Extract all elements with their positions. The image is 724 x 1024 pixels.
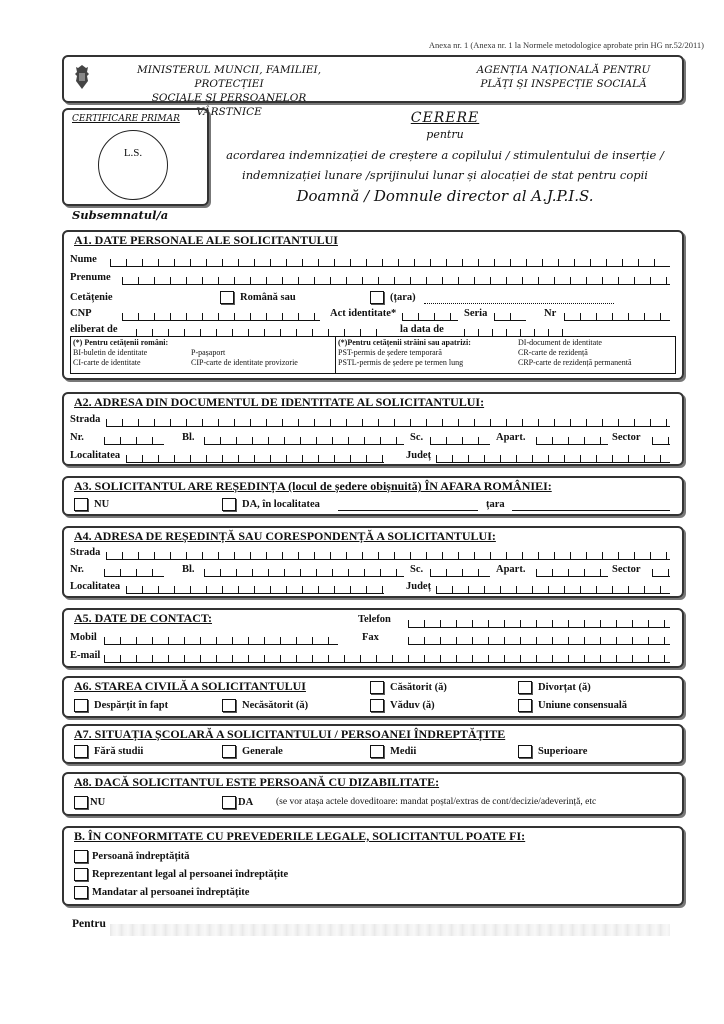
request-line-1: acordarea indemnizației de creștere a copilului / stimulentului de inserție / <box>226 148 664 162</box>
section-a2-title: A2. ADRESA DIN DOCUMENTUL DE IDENTITATE AL SOLICITANTULUI: <box>74 395 485 409</box>
note-ci: CI-carte de identitate <box>73 358 141 367</box>
a2-bl-field[interactable] <box>204 435 404 445</box>
tara-label: (țara) <box>390 292 416 303</box>
vaduv-label: Văduv (ă) <box>390 700 435 711</box>
a4-strada-field[interactable] <box>106 550 670 560</box>
a2-judet-field[interactable] <box>436 453 670 463</box>
act-label: Act identitate* <box>330 308 397 319</box>
request-line-2: indemnizației lunare /sprijinului lunar și alocației de stat pentru copii <box>242 168 648 182</box>
a2-nr-field[interactable] <box>104 435 164 445</box>
divortat-label: Divorțat (ă) <box>538 682 591 693</box>
medii-checkbox[interactable] <box>370 745 384 758</box>
section-a7-title: A7. SITUAȚIA ȘCOLARĂ A SOLICITANTULUI / PERSOANEI ÎNDREPTĂȚITE <box>74 727 506 741</box>
section-a3 <box>62 476 684 516</box>
cnp-label: CNP <box>70 308 92 319</box>
a4-nr-label: Nr. <box>70 564 84 575</box>
a4-nr-field[interactable] <box>104 567 164 577</box>
mandatar-label: Mandatar al persoanei îndreptățite <box>92 887 250 898</box>
nume-field[interactable] <box>110 257 670 267</box>
generale-checkbox[interactable] <box>222 745 236 758</box>
stamp-label: L.S. <box>123 147 143 159</box>
note-foreign-title: (*)Pentru cetățenii străini sau apatrizi: <box>338 338 471 347</box>
a2-apart-label: Apart. <box>496 432 526 443</box>
salutation: Doamnă / Domnule director al A.J.P.I.S. <box>296 187 594 205</box>
certification-box <box>62 108 209 206</box>
section-b <box>62 826 684 906</box>
a2-apart-field[interactable] <box>536 435 608 445</box>
note-cip: CIP-carte de identitate provizorie <box>191 358 298 367</box>
a4-sc-label: Sc. <box>410 564 424 575</box>
section-a1 <box>62 230 684 380</box>
superioare-checkbox[interactable] <box>518 745 532 758</box>
cetatenie-label: Cetățenie <box>70 292 113 303</box>
uniune-checkbox[interactable] <box>518 699 532 712</box>
divortat-checkbox[interactable] <box>518 681 532 694</box>
romana-label: Română sau <box>240 292 296 303</box>
a2-localitatea-label: Localitatea <box>70 450 121 461</box>
nume-label: Nume <box>70 254 97 265</box>
a4-bl-field[interactable] <box>204 567 404 577</box>
a4-strada-label: Strada <box>70 547 101 558</box>
necasatorit-label: Necăsătorit (ă) <box>242 700 309 711</box>
note-crp: CRP-carte de rezidență permanentă <box>518 358 632 367</box>
cnp-field[interactable] <box>122 311 320 321</box>
dizabilitate-nu-label: NU <box>90 797 106 808</box>
section-a8-title: A8. DACĂ SOLICITANTUL ESTE PERSOANĂ CU DIZABILITATE: <box>74 775 440 789</box>
a4-localitatea-label: Localitatea <box>70 581 121 592</box>
note-pst: PST-permis de ședere temporară <box>338 348 442 357</box>
email-field[interactable] <box>104 653 670 663</box>
a2-judet-label: Județ <box>406 450 432 461</box>
nr-field[interactable] <box>564 311 670 321</box>
vaduv-checkbox[interactable] <box>370 699 384 712</box>
a2-strada-field[interactable] <box>106 417 670 427</box>
medii-label: Medii <box>390 746 417 757</box>
fax-field[interactable] <box>408 635 670 645</box>
fara-studii-label: Fără studii <box>94 746 144 757</box>
persoana-indreptatita-checkbox[interactable] <box>74 850 88 863</box>
coat-of-arms-icon <box>72 63 92 91</box>
a4-apart-field[interactable] <box>536 567 608 577</box>
dizabilitate-da-checkbox[interactable] <box>222 796 236 809</box>
dizabilitate-note: (se vor atașa actele doveditoare: mandat poștal/extras de cont/decizie/adeverință, etc <box>276 797 597 807</box>
eliberat-label: eliberat de <box>70 324 118 335</box>
a4-sector-field[interactable] <box>652 567 670 577</box>
request-for: pentru <box>426 128 464 141</box>
section-a3-title: A3. SOLICITANTUL ARE REȘEDINȚA (locul de ședere obișnuită) ÎN AFARA ROMÂNIEI: <box>74 479 552 493</box>
a2-sc-label: Sc. <box>410 432 424 443</box>
a3-nu-label: NU <box>94 499 110 510</box>
section-a1-title: A1. DATE PERSONALE ALE SOLICITANTULUI <box>74 233 338 247</box>
romana-checkbox[interactable] <box>220 291 234 304</box>
note-pstl: PSTL-permis de ședere pe termen lung <box>338 358 464 367</box>
section-a5-title: A5. DATE DE CONTACT: <box>74 611 213 625</box>
a4-sector-label: Sector <box>612 564 641 575</box>
a4-apart-label: Apart. <box>496 564 526 575</box>
superioare-label: Superioare <box>538 746 588 757</box>
section-b-title: B. ÎN CONFORMITATE CU PREVEDERILE LEGALE, SOLICITANTUL POATE FI: <box>74 829 526 843</box>
fax-label: Fax <box>362 632 379 643</box>
a2-localitatea-field[interactable] <box>126 453 384 463</box>
section-a4 <box>62 526 684 598</box>
tara-checkbox[interactable] <box>370 291 384 304</box>
generale-label: Generale <box>242 746 283 757</box>
a3-tara-label: țara <box>486 499 505 510</box>
note-bi: BI-buletin de identitate <box>73 348 148 357</box>
casatorit-checkbox[interactable] <box>370 681 384 694</box>
section-a6-title: A6. STAREA CIVILĂ A SOLICITANTULUI <box>74 679 306 693</box>
dizabilitate-nu-checkbox[interactable] <box>74 796 88 809</box>
a2-sc-field[interactable] <box>430 435 490 445</box>
tara-field[interactable] <box>424 295 614 304</box>
mandatar-checkbox[interactable] <box>74 886 88 899</box>
agency-name: AGENȚIA NAȚIONALĂ PENTRU PLĂȚI ȘI INSPECȚIE SOCIALĂ <box>476 64 651 90</box>
note-foreign-citizens <box>336 336 676 374</box>
uniune-label: Uniune consensuală <box>538 700 627 711</box>
despartit-checkbox[interactable] <box>74 699 88 712</box>
ministry-name: MINISTERUL MUNCII, FAMILIEI, PROTECȚIEI SOCIALE ȘI PERSOANELOR VÂRSTNICE <box>136 64 322 118</box>
stamp-circle <box>98 130 168 200</box>
annex-reference: Anexa nr. 1 (Anexa nr. 1 la Normele metodologice aprobate prin HG nr.52/2011) <box>428 40 704 50</box>
persoana-indreptatita-label: Persoană îndreptățită <box>92 851 190 862</box>
telefon-field[interactable] <box>408 618 670 628</box>
note-cr: CR-carte de rezidență <box>518 348 588 357</box>
necasatorit-checkbox[interactable] <box>222 699 236 712</box>
email-label: E-mail <box>70 650 101 661</box>
a2-sector-field[interactable] <box>652 435 670 445</box>
telefon-label: Telefon <box>358 614 391 625</box>
note-di: DI-document de identitate <box>518 338 602 347</box>
certification-title: CERTIFICARE PRIMAR <box>72 114 180 124</box>
mobil-field[interactable] <box>104 635 338 645</box>
a4-localitatea-field[interactable] <box>126 584 384 594</box>
reprezentant-legal-checkbox[interactable] <box>74 868 88 881</box>
prenume-label: Prenume <box>70 272 111 283</box>
section-a6 <box>62 676 684 718</box>
note-p: P-pașaport <box>191 348 226 357</box>
a4-sc-field[interactable] <box>430 567 490 577</box>
section-a7 <box>62 724 684 764</box>
a3-tara-field[interactable] <box>512 502 670 511</box>
a3-da-checkbox[interactable] <box>222 498 236 511</box>
scan-artifact <box>110 924 670 936</box>
a4-judet-label: Județ <box>406 581 432 592</box>
note-romanian-title: (*) Pentru cetățenii români: <box>73 338 169 347</box>
despartit-label: Despărțit în fapt <box>94 700 169 711</box>
note-romanian-citizens <box>70 336 336 374</box>
nr-label: Nr <box>544 308 557 319</box>
request-title-block <box>210 110 680 205</box>
prenume-field[interactable] <box>122 275 670 285</box>
a4-judet-field[interactable] <box>436 584 670 594</box>
act-field[interactable] <box>402 311 458 321</box>
a2-nr-label: Nr. <box>70 432 84 443</box>
a4-bl-label: Bl. <box>182 564 195 575</box>
a3-nu-checkbox[interactable] <box>74 498 88 511</box>
a2-strada-label: Strada <box>70 414 101 425</box>
a2-bl-label: Bl. <box>182 432 195 443</box>
reprezentant-legal-label: Reprezentant legal al persoanei îndreptățite <box>92 869 289 880</box>
casatorit-label: Căsătorit (ă) <box>390 682 447 693</box>
a3-da-label: DA, în localitatea <box>242 499 320 510</box>
undersigned-label: Subsemnatul/a <box>72 208 169 222</box>
mobil-label: Mobil <box>70 632 97 643</box>
a2-sector-label: Sector <box>612 432 641 443</box>
section-a5 <box>62 608 684 668</box>
request-title: CERERE <box>410 110 480 126</box>
a3-localitate-field[interactable] <box>338 502 478 511</box>
dizabilitate-da-label: DA <box>238 797 254 808</box>
fara-studii-checkbox[interactable] <box>74 745 88 758</box>
section-a4-title: A4. ADRESA DE REȘEDINȚĂ SAU CORESPONDENȚĂ A SOLICITANTULUI: <box>74 529 496 543</box>
ladata-label: la data de <box>400 324 444 335</box>
section-a2 <box>62 392 684 466</box>
seria-label: Seria <box>464 308 488 319</box>
seria-field[interactable] <box>494 311 526 321</box>
section-a8 <box>62 772 684 816</box>
footer-pentru: Pentru <box>72 918 106 930</box>
